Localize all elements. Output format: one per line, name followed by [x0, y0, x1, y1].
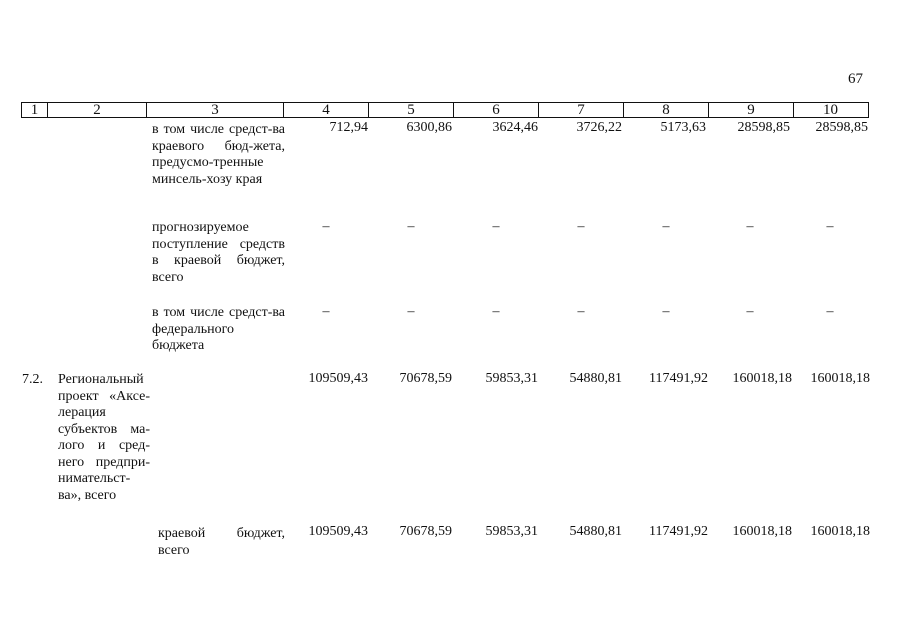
header-col-9: 9: [709, 103, 794, 117]
row-2-value-5: –: [407, 219, 415, 234]
header-col-3: 3: [147, 103, 284, 117]
row-2-value-6: –: [492, 219, 500, 234]
row-4-project-name: Региональный проект «Аксе-лерация субъектов ма-лого и сред-него предпри-нимательст-ва», всего: [58, 372, 150, 503]
row-3-description: в том числе средст-ва федерального бюджета: [152, 305, 285, 353]
row-2-value-10: –: [826, 219, 834, 234]
header-col-10: 10: [823, 102, 838, 118]
row-1-value-8: 5173,63: [660, 120, 706, 135]
header-col-8: 8: [624, 103, 709, 117]
row-3-value-8: –: [662, 304, 670, 319]
header-col-1: 1: [22, 103, 48, 117]
row-3-value-4: –: [322, 304, 330, 319]
page-number: 67: [848, 71, 863, 87]
row-5-value-10: 160018,18: [810, 524, 870, 539]
row-3-value-9: –: [746, 304, 754, 319]
row-1-value-4: 712,94: [329, 120, 368, 135]
row-5-value-5: 70678,59: [399, 524, 452, 539]
row-3-value-7: –: [577, 304, 585, 319]
row-4-value-7: 54880,81: [569, 371, 622, 386]
row-5-value-4: 109509,43: [308, 524, 368, 539]
row-4-value-6: 59853,31: [485, 371, 538, 386]
header-col-2: 2: [48, 103, 147, 117]
header-col-6: 6: [454, 103, 539, 117]
row-2-description: прогнозируемое поступление средств в краевой бюджет, всего: [152, 220, 285, 285]
row-1-value-9: 28598,85: [737, 120, 790, 135]
row-5-value-6: 59853,31: [485, 524, 538, 539]
row-5-value-8: 117491,92: [649, 524, 708, 539]
header-col-7: 7: [539, 103, 624, 117]
row-1-value-5: 6300,86: [406, 120, 452, 135]
table-header-row: [21, 102, 869, 118]
row-4-value-4: 109509,43: [308, 371, 368, 386]
row-5-description: краевой бюджет, всего: [158, 526, 285, 558]
row-3-value-10: –: [826, 304, 834, 319]
row-2-value-4: –: [322, 219, 330, 234]
row-5-value-7: 54880,81: [569, 524, 622, 539]
row-3-value-5: –: [407, 304, 415, 319]
row-1-value-6: 3624,46: [492, 120, 538, 135]
row-4-value-9: 160018,18: [732, 371, 792, 386]
row-5-value-9: 160018,18: [732, 524, 792, 539]
row-2-value-8: –: [662, 219, 670, 234]
row-3-value-6: –: [492, 304, 500, 319]
row-4-value-8: 117491,92: [649, 371, 708, 386]
header-col-5: 5: [369, 103, 454, 117]
row-1-value-10: 28598,85: [815, 120, 868, 135]
row-2-value-7: –: [577, 219, 585, 234]
row-4-value-5: 70678,59: [399, 371, 452, 386]
header-col-4: 4: [284, 103, 369, 117]
row-4-number: 7.2.: [22, 372, 43, 387]
row-2-value-9: –: [746, 219, 754, 234]
row-1-value-7: 3726,22: [576, 120, 622, 135]
row-1-description: в том числе средст-ва краевого бюд-жета, предусмо-тренные минсель-хозу края: [152, 122, 285, 187]
row-4-value-10: 160018,18: [810, 371, 870, 386]
